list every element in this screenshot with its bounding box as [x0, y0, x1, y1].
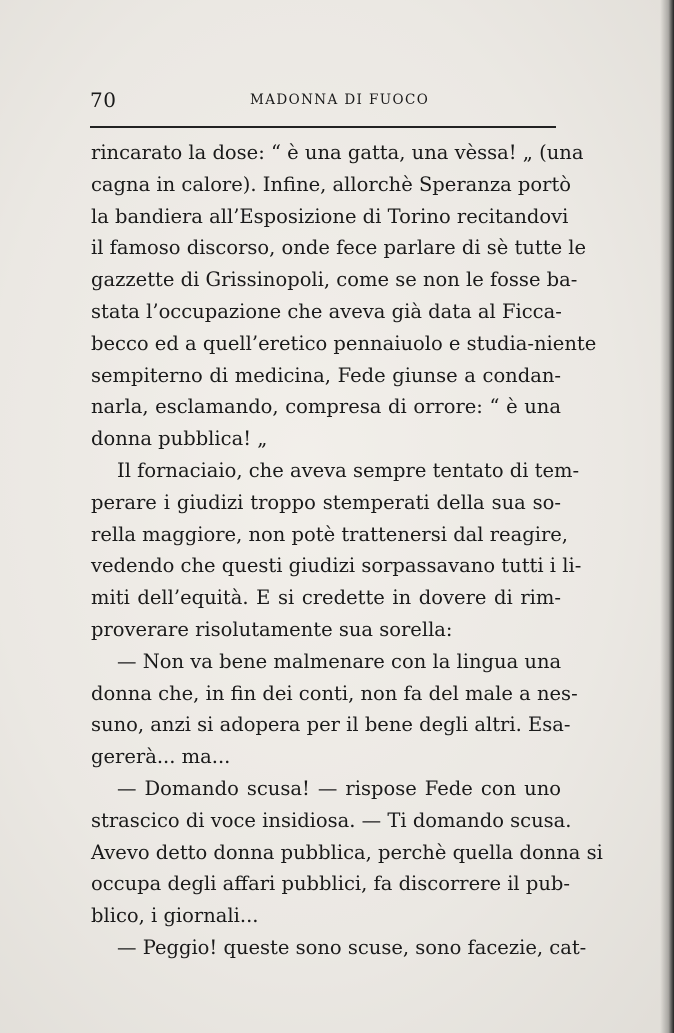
text-line: strascico di voce insidiosa. — Ti domando scusa. — [91, 808, 572, 832]
text-line: sempiterno di medicina, Fede giunse a condan- — [91, 363, 561, 387]
text-line: — Non va bene malmenare con la lingua una — [117, 649, 562, 673]
text-line: stata l’occupazione che aveva già data al Ficca- — [91, 299, 562, 323]
text-line: blico, i giornali... — [91, 904, 259, 928]
text-line: il famoso discorso, onde fece parlare di sè tutte le — [91, 236, 587, 260]
text-line: perare i giudizi troppo stemperati della sua so- — [91, 490, 561, 514]
header-rule — [90, 126, 556, 128]
text-line: cagna in calore). Infine, allorchè Speranza portò — [91, 172, 572, 196]
running-title: MADONNA DI FUOCO — [250, 92, 430, 108]
body-text — [91, 137, 603, 964]
text-line: — Domando scusa! — rispose Fede con uno — [117, 776, 561, 800]
text-line: vedendo che questi giudizi sorpassavano tutti i li- — [91, 554, 582, 578]
text-line: la bandiera all’Esposizione di Torino recitandovi — [91, 204, 569, 228]
text-line: Avevo detto donna pubblica, perchè quella donna si — [91, 840, 603, 864]
text-line: becco ed a quell’eretico pennaiuolo e studia-niente — [91, 331, 597, 355]
text-line: donna che, in fin dei conti, non fa del male a nes- — [91, 681, 578, 705]
text-line: suno, anzi si adopera per il bene degli altri. Esa- — [91, 713, 571, 737]
text-line: miti dell’equità. E si credette in dovere di rim- — [91, 586, 561, 610]
page-header — [90, 88, 556, 114]
text-line: Il fornaciaio, che aveva sempre tentato di tem- — [117, 458, 580, 482]
page-number: 70 — [90, 88, 117, 112]
text-line: rincarato la dose: “ è una gatta, una vèssa! „ (una — [91, 141, 584, 164]
text-line: gazzette di Grissinopoli, come se non le fosse ba- — [91, 268, 578, 292]
text-line: — Peggio! queste sono scuse, sono facezie, cat- — [117, 935, 587, 959]
text-line: gererà... ma... — [91, 745, 231, 769]
page-edge-shadow — [660, 0, 674, 1033]
text-line: rella maggiore, non potè trattenersi dal reagire, — [91, 522, 568, 546]
text-line: donna pubblica! „ — [91, 427, 268, 451]
text-line: narla, esclamando, compresa di orrore: “ è una — [91, 395, 561, 419]
text-line: occupa degli affari pubblici, fa discorrere il pub- — [91, 872, 570, 896]
text-line: proverare risolutamente sua sorella: — [91, 617, 453, 641]
